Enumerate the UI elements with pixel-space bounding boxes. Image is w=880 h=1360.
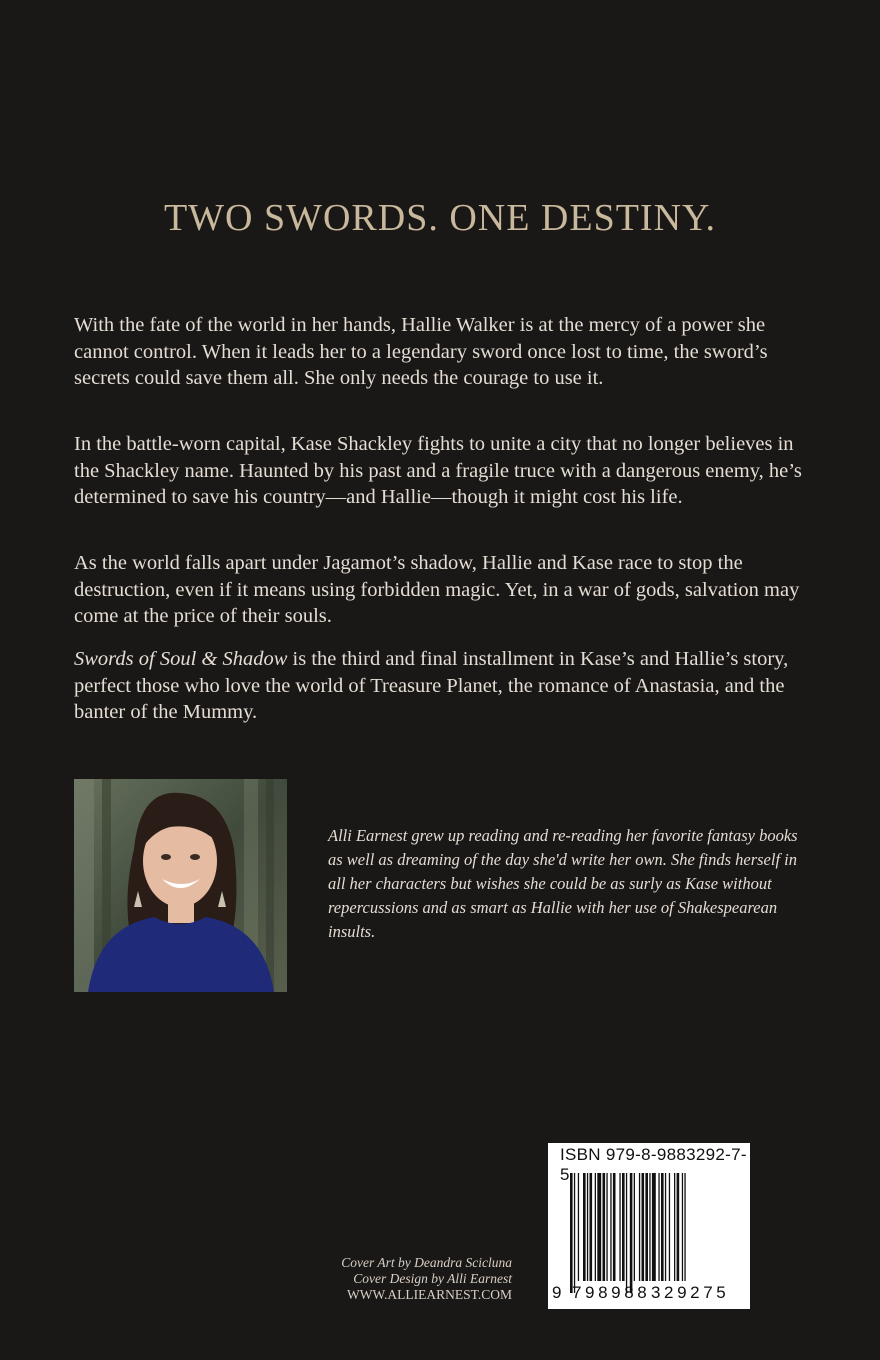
credits: [250, 1255, 512, 1303]
website-url: WWW.ALLIEARNEST.COM: [347, 1287, 512, 1302]
author-bio: Alli Earnest grew up reading and re-reading her favorite fantasy books as well as dreaming of the day she'd write her own. She finds herself in all her characters but wishes she could be as surly as Kase without repercussions and as smart as Hallie with her use of Shakespearean insults.: [328, 826, 798, 941]
barcode-bar: [590, 1173, 593, 1281]
barcode-bar: [587, 1173, 588, 1281]
isbn-group-1: 798988: [572, 1283, 651, 1302]
blurb-paragraph-4-text: is the third and final installment in Kase’s and Hallie’s story, perfect those who love the world of Treasure Planet, the romance of Anastasia, and the banter of the Mummy.: [74, 648, 789, 723]
blurb-paragraph-2: In the battle-worn capital, Kase Shackley fights to unite a city that no longer believes in the Shackley name. Haunted by his past and a fragile truce with a dangerous enemy, he’s determined to save his country—and Hallie—though it might cost his life.: [74, 433, 802, 508]
barcode-bar: [603, 1173, 606, 1281]
barcode-bar: [606, 1173, 607, 1281]
barcode-bar: [570, 1173, 573, 1293]
barcode-bar: [661, 1173, 664, 1281]
barcode-bar: [677, 1173, 680, 1281]
barcode-bar: [613, 1173, 616, 1281]
author-photo: [74, 779, 287, 992]
barcode-bar: [645, 1173, 648, 1281]
barcode-bar: [639, 1173, 640, 1281]
blurb-paragraph-4: [74, 646, 810, 726]
cover-design-credit: Cover Design by Alli Earnest: [353, 1271, 512, 1286]
barcode-bar: [630, 1173, 633, 1293]
isbn-barcode: [548, 1143, 750, 1309]
barcode-bar: [595, 1173, 596, 1281]
blurb-paragraph-1: With the fate of the world in her hands, Hallie Walker is at the mercy of a power she cannot control. When it leads her to a legendary sword once lost to time, the sword’s secrets could save them all. She only needs the courage to use it.: [74, 314, 768, 389]
barcode-bar: [652, 1173, 656, 1281]
barcode-bar: [583, 1173, 586, 1281]
book-title: Swords of Soul & Shadow: [74, 648, 288, 670]
cover-art-credit: Cover Art by Deandra Scicluna: [341, 1255, 512, 1270]
blurb-paragraph-3: As the world falls apart under Jagamot’s shadow, Hallie and Kase race to stop the destruction, even if it means using forbidden magic. Yet, in a war of gods, salvation may come at the price of their souls.: [74, 552, 800, 627]
barcode-bar: [669, 1173, 670, 1281]
barcode-bar: [658, 1173, 659, 1281]
barcode-bar: [649, 1173, 650, 1281]
barcode-bar: [578, 1173, 579, 1281]
barcode-bar: [665, 1173, 666, 1281]
barcode-bar: [634, 1173, 635, 1281]
isbn-group-2: 329275: [651, 1283, 730, 1302]
barcode-bar: [682, 1173, 683, 1281]
barcode-bar: [619, 1173, 620, 1281]
headline: TWO SWORDS. ONE DESTINY.: [163, 197, 717, 239]
isbn-lead-digit: 9: [552, 1283, 562, 1302]
barcode-bar: [574, 1173, 575, 1293]
barcode-bar: [674, 1173, 675, 1281]
barcode-bar: [626, 1173, 627, 1293]
barcode-bar: [622, 1173, 625, 1281]
barcode-bar: [610, 1173, 611, 1281]
barcode-bar: [684, 1173, 685, 1281]
barcode-bar: [597, 1173, 601, 1281]
isbn-label: ISBN 979-8-9883292-7-5: [560, 1145, 747, 1184]
barcode-bar: [642, 1173, 645, 1281]
